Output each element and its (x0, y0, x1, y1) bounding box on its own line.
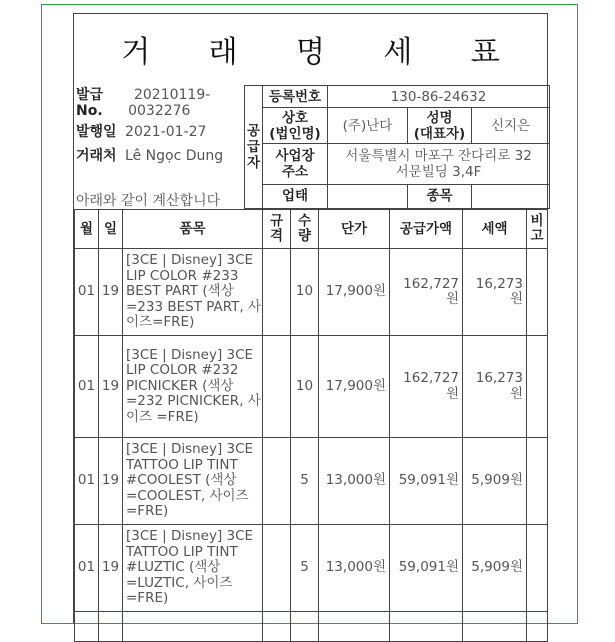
row-supply-amount: 59,091원 (390, 525, 463, 612)
row-product: [3CE | Disney] 3CE LIP COLOR #233 BEST PART (색상=233 BEST PART, 사이즈=FRE) (123, 249, 263, 336)
calc-note-text: 아래와 같이 계산합니다 (76, 193, 221, 209)
customer-value: Lê Ngọc Dung (125, 148, 224, 164)
title-char: 표 (470, 35, 500, 70)
items-header-row (75, 210, 548, 249)
title-char: 래 (208, 35, 238, 70)
no-label: No. (76, 103, 103, 119)
row-tax: 16,273 원 (463, 336, 527, 438)
row-tax: 16,273 원 (463, 249, 527, 336)
supplier-side-label: 공 급 자 (245, 86, 263, 209)
row-month: 01 (75, 249, 99, 336)
table-row (75, 336, 548, 438)
row-spec (263, 249, 291, 336)
row-qty: 10 (291, 336, 319, 438)
row-unit-price: 13,000원 (319, 438, 390, 525)
row-month: 01 (75, 525, 99, 612)
row-qty: 5 (291, 438, 319, 525)
row-tax: 5,909원 (463, 438, 527, 525)
row-day: 19 (99, 438, 123, 525)
customer (76, 148, 223, 164)
business-item-label: 종목 (408, 184, 472, 208)
date-label: 발행일 (76, 124, 117, 140)
header-remarks: 비 고 (527, 210, 548, 249)
title-char: 거 (121, 35, 151, 70)
title-char: 명 (295, 35, 325, 70)
row-qty: 5 (291, 525, 319, 612)
issue-date (76, 124, 206, 140)
issue-number (76, 87, 210, 103)
row-unit-price: 13,000원 (319, 525, 390, 612)
representative-label: 성명 (대표자) (408, 108, 472, 144)
row-remarks (527, 525, 548, 612)
issue-label: 발급 (76, 87, 104, 103)
row-supply-amount: 59,091원 (390, 438, 463, 525)
row-supply-amount: 162,727 원 (390, 336, 463, 438)
table-row (75, 525, 548, 612)
reg-no-label: 등록번호 (263, 86, 328, 108)
row-remarks (527, 336, 548, 438)
row-spec (263, 336, 291, 438)
table-row (75, 438, 548, 525)
row-remarks (527, 438, 548, 525)
date-value: 2021-01-27 (125, 124, 207, 140)
representative-name: 신지은 (472, 108, 550, 144)
calc-note (76, 193, 220, 209)
reg-no: 130-86-24632 (328, 86, 550, 108)
row-day: 19 (99, 525, 123, 612)
header-qty: 수 량 (291, 210, 319, 249)
row-unit-price: 17,900원 (319, 249, 390, 336)
header-day: 일 (99, 210, 123, 249)
items-table (74, 209, 548, 642)
header-month: 월 (75, 210, 99, 249)
transaction-statement (73, 13, 548, 623)
row-qty: 10 (291, 249, 319, 336)
row-product: [3CE | Disney] 3CE TATTOO LIP TINT #LUZTIC (색상 =LUZTIC, 사이즈 =FRE) (123, 525, 263, 612)
header-supply-amount: 공급가액 (390, 210, 463, 249)
row-tax: 5,909원 (463, 525, 527, 612)
address-value: 서울특별시 마포구 잔다리로 32 서문빌딩 3,4F (328, 144, 550, 184)
address-label: 사업장 주소 (263, 144, 328, 184)
row-supply-amount: 162,727 원 (390, 249, 463, 336)
supplier-table (244, 85, 550, 209)
document-title (74, 14, 547, 84)
company-name: (주)난다 (328, 108, 408, 144)
business-item (472, 184, 550, 208)
row-spec (263, 525, 291, 612)
table-row (75, 249, 548, 336)
header-unit-price: 단가 (319, 210, 390, 249)
row-remarks (527, 249, 548, 336)
business-type-label: 업태 (263, 184, 328, 208)
company-label: 상호 (법인명) (263, 108, 328, 144)
header-product: 품목 (123, 210, 263, 249)
title-char: 세 (383, 35, 413, 70)
header-spec: 규 격 (263, 210, 291, 249)
row-unit-price: 17,900원 (319, 336, 390, 438)
row-product: [3CE | Disney] 3CE TATTOO LIP TINT #COOLEST (색상=COOLEST, 사이즈=FRE) (123, 438, 263, 525)
table-row (75, 612, 548, 642)
issue-number-line2 (76, 103, 190, 119)
row-day: 19 (99, 249, 123, 336)
row-month: 01 (75, 438, 99, 525)
row-product: [3CE | Disney] 3CE LIP COLOR #232 PICNICKER (색상=232 PICNICKER, 사이즈 =FRE) (123, 336, 263, 438)
customer-label: 거래처 (76, 148, 117, 164)
row-month: 01 (75, 336, 99, 438)
row-spec (263, 438, 291, 525)
issue-no-line2: 0032276 (128, 103, 191, 119)
business-type (328, 184, 408, 208)
header-tax: 세액 (463, 210, 527, 249)
issue-no-line1: 20210119- (133, 87, 211, 103)
row-day: 19 (99, 336, 123, 438)
